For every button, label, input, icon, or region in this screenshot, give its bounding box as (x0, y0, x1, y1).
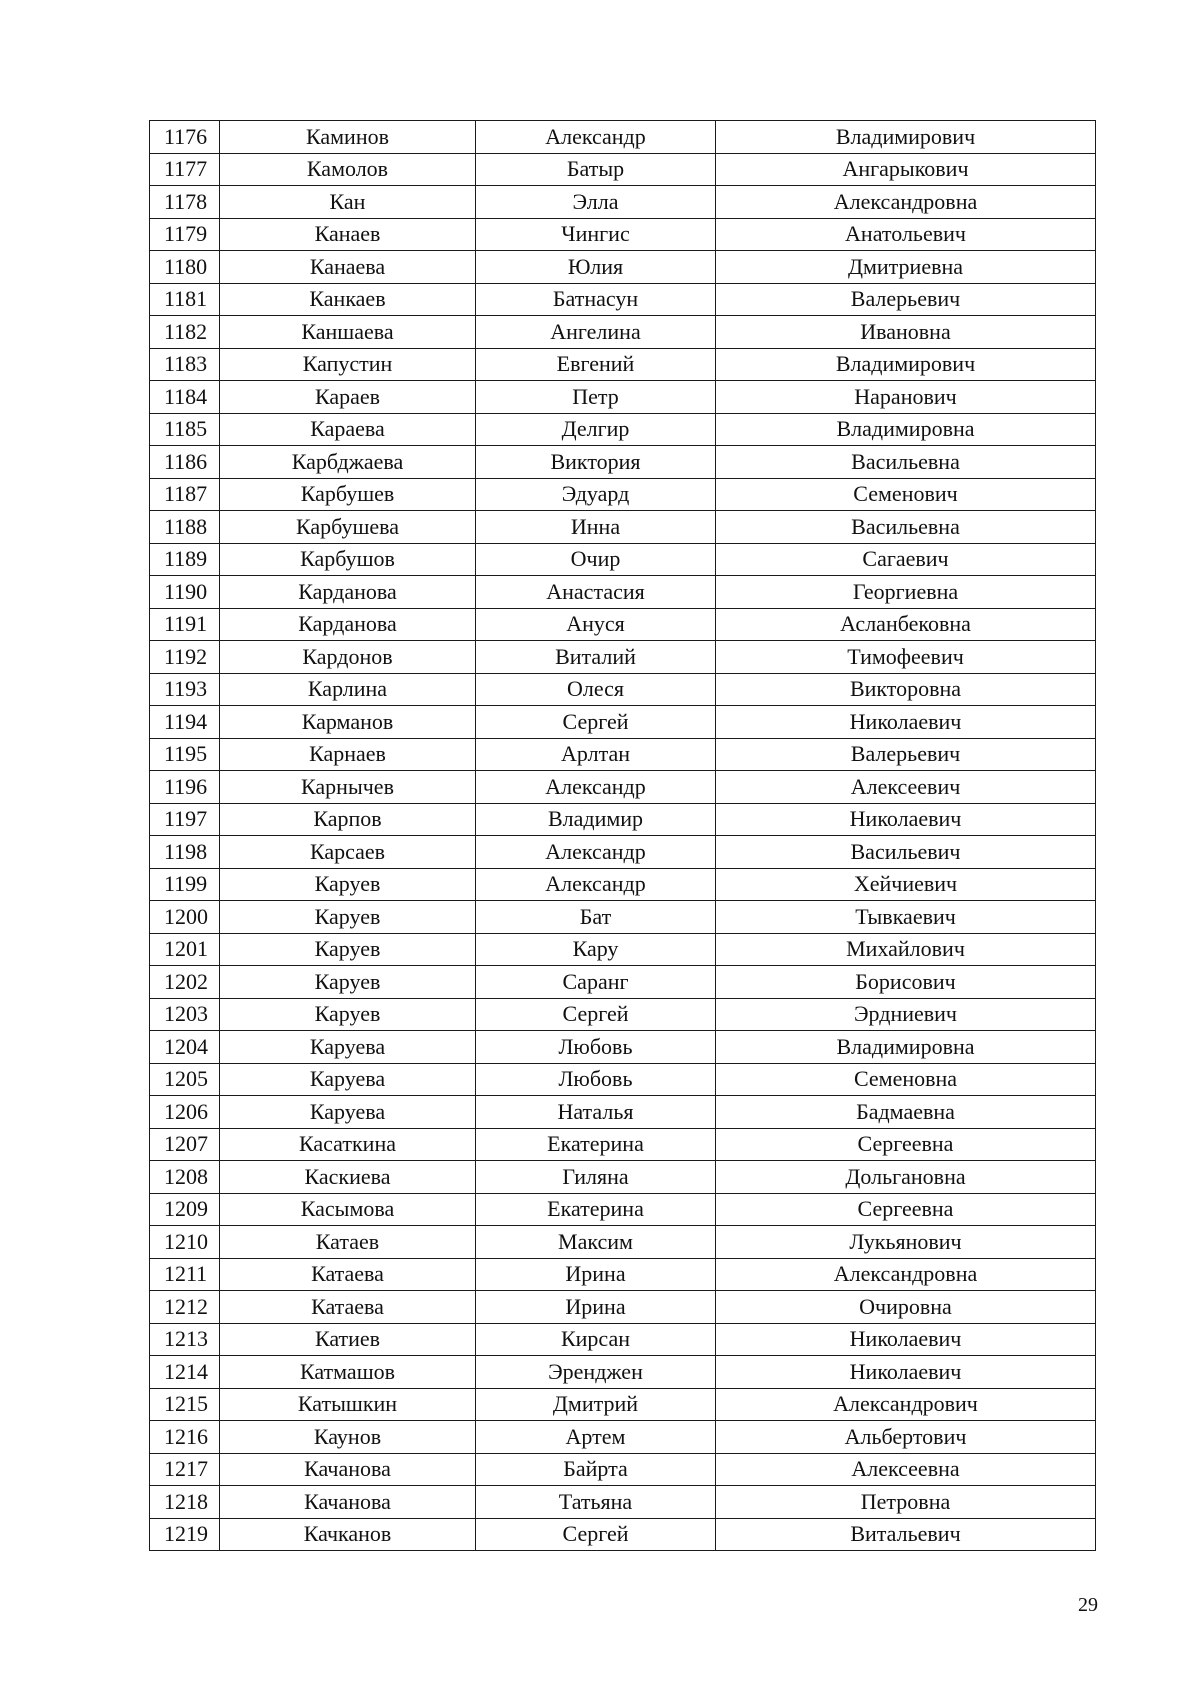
row-number-cell: 1188 (150, 511, 220, 544)
patronymic-cell: Тывкаевич (716, 901, 1096, 934)
row-number-cell: 1184 (150, 381, 220, 414)
row-number-cell: 1176 (150, 121, 220, 154)
first-name-cell: Любовь (476, 1063, 716, 1096)
first-name-cell: Кару (476, 933, 716, 966)
patronymic-cell: Валерьевич (716, 738, 1096, 771)
first-name-cell: Эренджен (476, 1356, 716, 1389)
table-row (150, 1128, 1096, 1161)
first-name-cell: Гиляна (476, 1161, 716, 1194)
last-name-cell: Каруев (220, 998, 476, 1031)
patronymic-cell: Сагаевич (716, 543, 1096, 576)
row-number-cell: 1187 (150, 478, 220, 511)
row-number-cell: 1194 (150, 706, 220, 739)
patronymic-cell: Владимирович (716, 121, 1096, 154)
table-row (150, 218, 1096, 251)
first-name-cell: Байрта (476, 1453, 716, 1486)
row-number-cell: 1209 (150, 1193, 220, 1226)
row-number-cell: 1216 (150, 1421, 220, 1454)
patronymic-cell: Семенович (716, 478, 1096, 511)
row-number-cell: 1180 (150, 251, 220, 284)
first-name-cell: Инна (476, 511, 716, 544)
patronymic-cell: Георгиевна (716, 576, 1096, 609)
table-row (150, 511, 1096, 544)
row-number-cell: 1206 (150, 1096, 220, 1129)
patronymic-cell: Асланбековна (716, 608, 1096, 641)
last-name-cell: Карманов (220, 706, 476, 739)
last-name-cell: Каруева (220, 1063, 476, 1096)
row-number-cell: 1177 (150, 153, 220, 186)
last-name-cell: Каунов (220, 1421, 476, 1454)
last-name-cell: Карсаев (220, 836, 476, 869)
patronymic-cell: Ангарыкович (716, 153, 1096, 186)
row-number-cell: 1213 (150, 1323, 220, 1356)
row-number-cell: 1212 (150, 1291, 220, 1324)
patronymic-cell: Николаевич (716, 803, 1096, 836)
first-name-cell: Эдуард (476, 478, 716, 511)
row-number-cell: 1190 (150, 576, 220, 609)
patronymic-cell: Эрдниевич (716, 998, 1096, 1031)
last-name-cell: Касаткина (220, 1128, 476, 1161)
table-row (150, 1291, 1096, 1324)
row-number-cell: 1214 (150, 1356, 220, 1389)
row-number-cell: 1189 (150, 543, 220, 576)
first-name-cell: Наталья (476, 1096, 716, 1129)
patronymic-cell: Анатольевич (716, 218, 1096, 251)
table-row (150, 868, 1096, 901)
row-number-cell: 1186 (150, 446, 220, 479)
last-name-cell: Катаев (220, 1226, 476, 1259)
table-row (150, 381, 1096, 414)
patronymic-cell: Дмитриевна (716, 251, 1096, 284)
patronymic-cell: Валерьевич (716, 283, 1096, 316)
table-row (150, 1388, 1096, 1421)
last-name-cell: Каскиева (220, 1161, 476, 1194)
patronymic-cell: Дольгановна (716, 1161, 1096, 1194)
first-name-cell: Екатерина (476, 1193, 716, 1226)
patronymic-cell: Семеновна (716, 1063, 1096, 1096)
first-name-cell: Александр (476, 868, 716, 901)
last-name-cell: Карбджаева (220, 446, 476, 479)
table-row (150, 413, 1096, 446)
first-name-cell: Татьяна (476, 1486, 716, 1519)
first-name-cell: Александр (476, 121, 716, 154)
row-number-cell: 1183 (150, 348, 220, 381)
first-name-cell: Александр (476, 836, 716, 869)
table-row (150, 1486, 1096, 1519)
patronymic-cell: Николаевич (716, 1356, 1096, 1389)
table-row (150, 1226, 1096, 1259)
row-number-cell: 1217 (150, 1453, 220, 1486)
first-name-cell: Виктория (476, 446, 716, 479)
first-name-cell: Элла (476, 186, 716, 219)
patronymic-cell: Владимировна (716, 413, 1096, 446)
last-name-cell: Карлина (220, 673, 476, 706)
last-name-cell: Карпов (220, 803, 476, 836)
first-name-cell: Анастасия (476, 576, 716, 609)
row-number-cell: 1178 (150, 186, 220, 219)
row-number-cell: 1191 (150, 608, 220, 641)
last-name-cell: Камолов (220, 153, 476, 186)
row-number-cell: 1195 (150, 738, 220, 771)
last-name-cell: Канаев (220, 218, 476, 251)
row-number-cell: 1192 (150, 641, 220, 674)
last-name-cell: Карнаев (220, 738, 476, 771)
first-name-cell: Сергей (476, 998, 716, 1031)
table-row (150, 836, 1096, 869)
patronymic-cell: Михайлович (716, 933, 1096, 966)
patronymic-cell: Альбертович (716, 1421, 1096, 1454)
patronymic-cell: Александровна (716, 186, 1096, 219)
first-name-cell: Любовь (476, 1031, 716, 1064)
table-row (150, 153, 1096, 186)
row-number-cell: 1199 (150, 868, 220, 901)
first-name-cell: Батнасун (476, 283, 716, 316)
row-number-cell: 1193 (150, 673, 220, 706)
last-name-cell: Катмашов (220, 1356, 476, 1389)
first-name-cell: Юлия (476, 251, 716, 284)
table-row (150, 1063, 1096, 1096)
table-row (150, 186, 1096, 219)
table-row (150, 966, 1096, 999)
row-number-cell: 1200 (150, 901, 220, 934)
first-name-cell: Чингис (476, 218, 716, 251)
last-name-cell: Карданова (220, 576, 476, 609)
last-name-cell: Караева (220, 413, 476, 446)
patronymic-cell: Сергеевна (716, 1128, 1096, 1161)
patronymic-cell: Васильевна (716, 446, 1096, 479)
table-row (150, 576, 1096, 609)
row-number-cell: 1215 (150, 1388, 220, 1421)
last-name-cell: Катиев (220, 1323, 476, 1356)
first-name-cell: Бат (476, 901, 716, 934)
last-name-cell: Катаева (220, 1291, 476, 1324)
last-name-cell: Каруев (220, 868, 476, 901)
last-name-cell: Каруев (220, 933, 476, 966)
table-row (150, 738, 1096, 771)
row-number-cell: 1197 (150, 803, 220, 836)
patronymic-cell: Сергеевна (716, 1193, 1096, 1226)
last-name-cell: Канаева (220, 251, 476, 284)
table-row (150, 998, 1096, 1031)
first-name-cell: Кирсан (476, 1323, 716, 1356)
first-name-cell: Саранг (476, 966, 716, 999)
last-name-cell: Качанова (220, 1486, 476, 1519)
table-row (150, 771, 1096, 804)
first-name-cell: Владимир (476, 803, 716, 836)
patronymic-cell: Васильевич (716, 836, 1096, 869)
row-number-cell: 1181 (150, 283, 220, 316)
patronymic-cell: Александровна (716, 1258, 1096, 1291)
first-name-cell: Очир (476, 543, 716, 576)
roster-table-body (150, 121, 1096, 1551)
last-name-cell: Каминов (220, 121, 476, 154)
patronymic-cell: Алексеевич (716, 771, 1096, 804)
table-row (150, 803, 1096, 836)
row-number-cell: 1208 (150, 1161, 220, 1194)
first-name-cell: Делгир (476, 413, 716, 446)
row-number-cell: 1204 (150, 1031, 220, 1064)
row-number-cell: 1185 (150, 413, 220, 446)
table-row (150, 478, 1096, 511)
last-name-cell: Капустин (220, 348, 476, 381)
table-row (150, 251, 1096, 284)
patronymic-cell: Владимирович (716, 348, 1096, 381)
last-name-cell: Карбушева (220, 511, 476, 544)
last-name-cell: Качканов (220, 1518, 476, 1551)
patronymic-cell: Витальевич (716, 1518, 1096, 1551)
last-name-cell: Каруев (220, 901, 476, 934)
first-name-cell: Максим (476, 1226, 716, 1259)
patronymic-cell: Борисович (716, 966, 1096, 999)
row-number-cell: 1202 (150, 966, 220, 999)
last-name-cell: Карбушов (220, 543, 476, 576)
table-row (150, 1518, 1096, 1551)
first-name-cell: Дмитрий (476, 1388, 716, 1421)
row-number-cell: 1201 (150, 933, 220, 966)
row-number-cell: 1219 (150, 1518, 220, 1551)
patronymic-cell: Николаевич (716, 1323, 1096, 1356)
table-row (150, 316, 1096, 349)
table-row (150, 706, 1096, 739)
row-number-cell: 1211 (150, 1258, 220, 1291)
table-row (150, 673, 1096, 706)
patronymic-cell: Хейчиевич (716, 868, 1096, 901)
last-name-cell: Каруев (220, 966, 476, 999)
patronymic-cell: Александрович (716, 1388, 1096, 1421)
table-row (150, 1258, 1096, 1291)
last-name-cell: Касымова (220, 1193, 476, 1226)
table-row (150, 1096, 1096, 1129)
patronymic-cell: Викторовна (716, 673, 1096, 706)
first-name-cell: Виталий (476, 641, 716, 674)
last-name-cell: Караев (220, 381, 476, 414)
table-row (150, 901, 1096, 934)
last-name-cell: Каруева (220, 1031, 476, 1064)
patronymic-cell: Алексеевна (716, 1453, 1096, 1486)
last-name-cell: Кан (220, 186, 476, 219)
table-row (150, 1031, 1096, 1064)
page-number: 29 (1078, 1594, 1098, 1616)
row-number-cell: 1196 (150, 771, 220, 804)
patronymic-cell: Очировна (716, 1291, 1096, 1324)
patronymic-cell: Лукьянович (716, 1226, 1096, 1259)
row-number-cell: 1179 (150, 218, 220, 251)
table-row (150, 933, 1096, 966)
table-row (150, 1421, 1096, 1454)
first-name-cell: Александр (476, 771, 716, 804)
patronymic-cell: Наранович (716, 381, 1096, 414)
row-number-cell: 1205 (150, 1063, 220, 1096)
last-name-cell: Карбушев (220, 478, 476, 511)
last-name-cell: Карнычев (220, 771, 476, 804)
last-name-cell: Кардонов (220, 641, 476, 674)
first-name-cell: Ирина (476, 1258, 716, 1291)
first-name-cell: Батыр (476, 153, 716, 186)
last-name-cell: Каншаева (220, 316, 476, 349)
table-row (150, 121, 1096, 154)
patronymic-cell: Тимофеевич (716, 641, 1096, 674)
row-number-cell: 1218 (150, 1486, 220, 1519)
first-name-cell: Арлтан (476, 738, 716, 771)
last-name-cell: Каруева (220, 1096, 476, 1129)
row-number-cell: 1203 (150, 998, 220, 1031)
table-row (150, 543, 1096, 576)
table-row (150, 348, 1096, 381)
first-name-cell: Ирина (476, 1291, 716, 1324)
last-name-cell: Катышкин (220, 1388, 476, 1421)
first-name-cell: Екатерина (476, 1128, 716, 1161)
table-row (150, 446, 1096, 479)
table-row (150, 1356, 1096, 1389)
last-name-cell: Карданова (220, 608, 476, 641)
table-row (150, 608, 1096, 641)
table-row (150, 283, 1096, 316)
row-number-cell: 1182 (150, 316, 220, 349)
patronymic-cell: Владимировна (716, 1031, 1096, 1064)
table-row (150, 1453, 1096, 1486)
last-name-cell: Канкаев (220, 283, 476, 316)
first-name-cell: Сергей (476, 1518, 716, 1551)
row-number-cell: 1198 (150, 836, 220, 869)
first-name-cell: Олеся (476, 673, 716, 706)
first-name-cell: Сергей (476, 706, 716, 739)
first-name-cell: Ангелина (476, 316, 716, 349)
first-name-cell: Петр (476, 381, 716, 414)
table-row (150, 1161, 1096, 1194)
first-name-cell: Евгений (476, 348, 716, 381)
first-name-cell: Ануся (476, 608, 716, 641)
patronymic-cell: Бадмаевна (716, 1096, 1096, 1129)
table-row (150, 1323, 1096, 1356)
patronymic-cell: Васильевна (716, 511, 1096, 544)
row-number-cell: 1210 (150, 1226, 220, 1259)
last-name-cell: Катаева (220, 1258, 476, 1291)
patronymic-cell: Николаевич (716, 706, 1096, 739)
patronymic-cell: Петровна (716, 1486, 1096, 1519)
roster-table (149, 120, 1096, 1551)
table-row (150, 1193, 1096, 1226)
patronymic-cell: Ивановна (716, 316, 1096, 349)
table-row (150, 641, 1096, 674)
last-name-cell: Качанова (220, 1453, 476, 1486)
row-number-cell: 1207 (150, 1128, 220, 1161)
first-name-cell: Артем (476, 1421, 716, 1454)
